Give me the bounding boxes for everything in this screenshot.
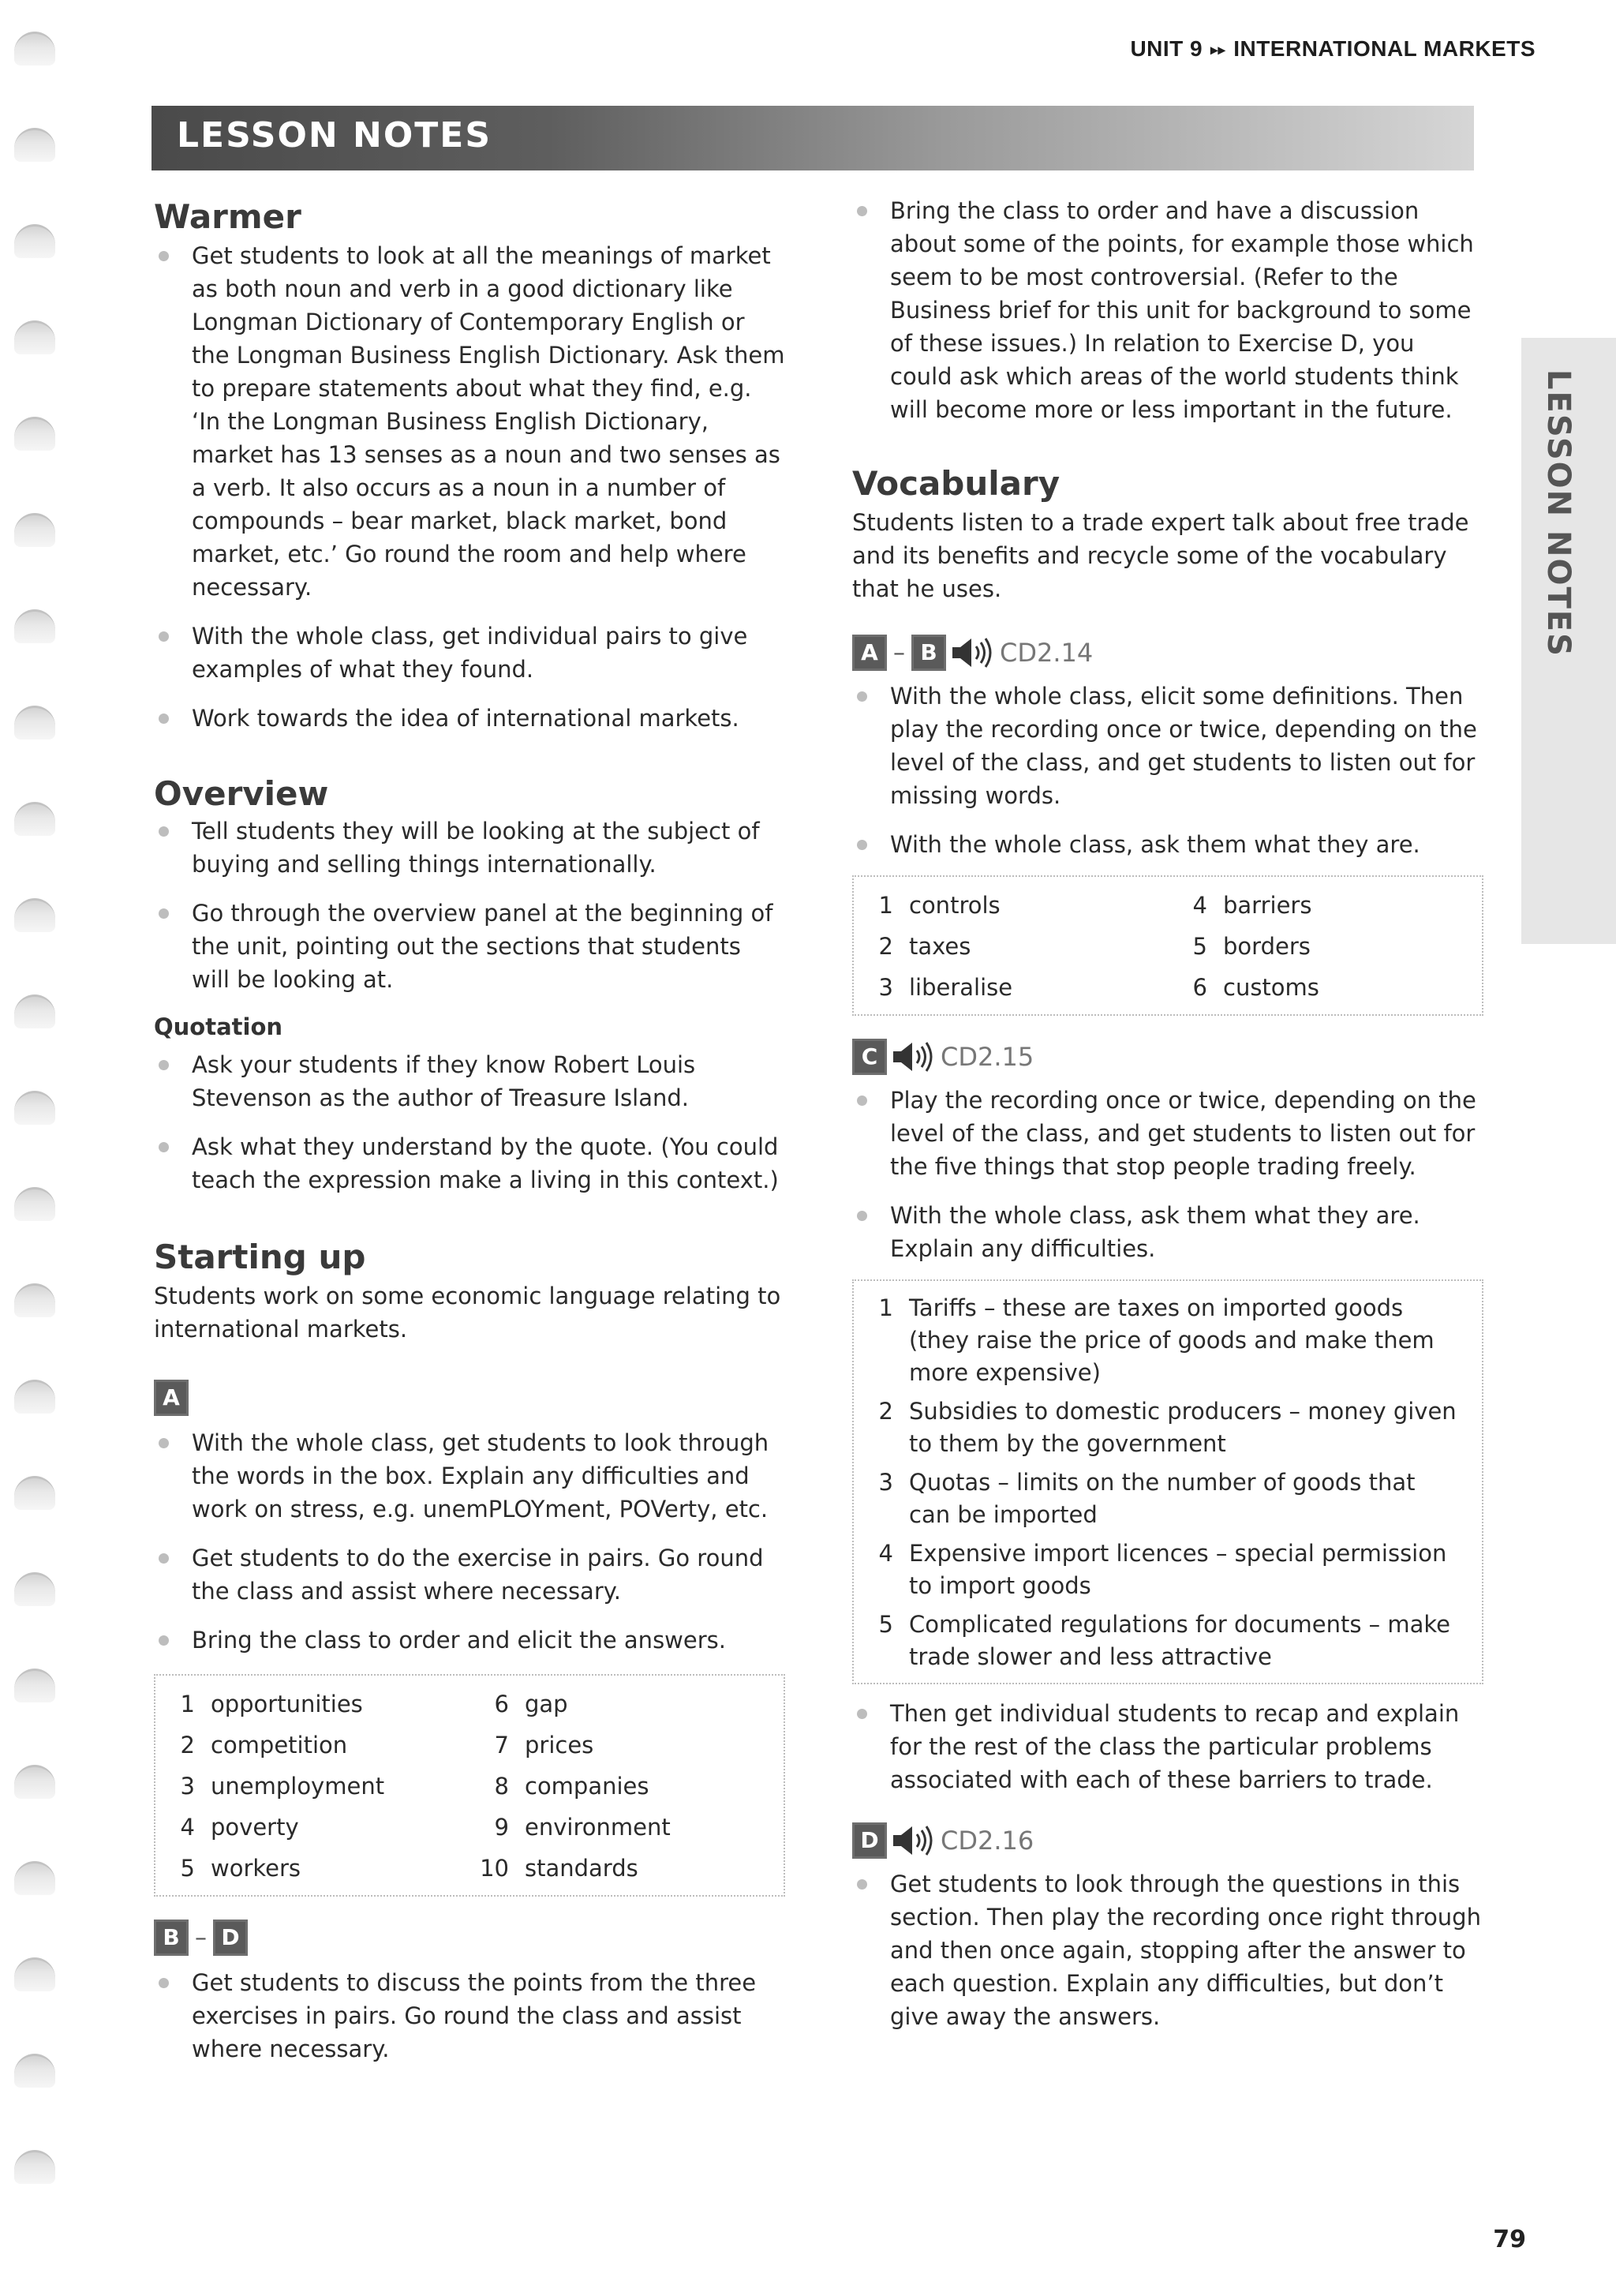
binding-ring: [14, 1091, 55, 1125]
list-item: Bring the class to order and elicit the answers.: [154, 1624, 785, 1657]
answer-item: [854, 1534, 1482, 1605]
answer-item: [155, 1684, 469, 1725]
exercise-badge-c: C: [852, 1039, 887, 1075]
answer-key-box: [852, 875, 1483, 1016]
answer-item: [854, 1392, 1482, 1463]
answer-item: [854, 967, 1168, 1008]
answer-number: 4: [1192, 892, 1207, 919]
banner-title: LESSON NOTES: [177, 115, 492, 155]
spiral-binding: [14, 32, 62, 2242]
exercise-badge-b: B: [154, 1920, 189, 1956]
overview-section: [154, 774, 785, 1197]
range-dash: –: [893, 639, 905, 667]
answer-item: [854, 1605, 1482, 1676]
answer-number: 6: [494, 1691, 509, 1717]
range-dash: –: [195, 1923, 207, 1952]
list-item: Work towards the idea of international markets.: [154, 702, 785, 735]
answer-number: 1: [878, 892, 893, 919]
answer-column: [1168, 885, 1482, 1008]
answer-item: [155, 1766, 469, 1807]
answer-item: [469, 1848, 784, 1889]
left-column: [154, 189, 785, 2066]
binding-ring: [14, 994, 55, 1028]
answer-text: standards: [525, 1855, 638, 1882]
list-item: With the whole class, ask them what they are. Explain any difficulties.: [852, 1199, 1483, 1265]
list-item: Get students to do the exercise in pairs. Go round the class and assist where necessary.: [154, 1541, 785, 1608]
warmer-section: [154, 197, 785, 735]
list-item: Bring the class to order and have a discussion about some of the points, for example those which seem to be most controversial. (Refer to the Business brief for this unit for background to some of these issues.) In relation to Exercise D, you could ask which areas of the world students think will become more or less important in the future.: [852, 194, 1483, 426]
answer-text: liberalise: [909, 974, 1013, 1001]
list-item: With the whole class, get students to look through the words in the box. Explain any difficulties and work on stress, e.g. unemPLOYment, POVerty, etc.: [154, 1426, 785, 1526]
binding-ring: [14, 224, 55, 258]
side-tab: [1521, 338, 1616, 944]
audio-speaker-icon: [892, 1823, 937, 1858]
overview-bullets: [154, 815, 785, 996]
exercise-b-d-bullets: [154, 1966, 785, 2066]
unit-title: INTERNATIONAL MARKETS: [1233, 36, 1536, 61]
answer-column: [155, 1684, 469, 1889]
binding-ring: [14, 128, 55, 162]
answer-number: 2: [878, 933, 893, 960]
answer-item: [469, 1766, 784, 1807]
exercise-badge-d: D: [213, 1920, 248, 1956]
answer-text: taxes: [909, 933, 971, 960]
answer-text: Complicated regulations for documents – make trade slower and less attractive: [909, 1611, 1451, 1670]
answer-number: 5: [878, 1611, 893, 1638]
section-intro: Students work on some economic language relating to international markets.: [154, 1283, 781, 1343]
answer-number: 5: [1192, 933, 1207, 960]
binding-ring: [14, 320, 55, 354]
binding-ring: [14, 802, 55, 836]
list-item: Then get individual students to recap and explain for the rest of the class the particular problems associated with each of these barriers to trade.: [852, 1697, 1483, 1796]
subheading-quotation: Quotation: [154, 1013, 283, 1040]
exercise-a-b-header: [852, 632, 1483, 673]
binding-ring: [14, 1765, 55, 1799]
audio-track-label: CD2.16: [941, 1826, 1034, 1856]
answer-text: Tariffs – these are taxes on imported goods (they raise the price of goods and make them more expensive): [909, 1294, 1435, 1386]
binding-ring: [14, 2150, 55, 2184]
answer-number: 2: [878, 1398, 893, 1425]
quotation-bullets: [154, 1048, 785, 1197]
answer-column: [469, 1684, 784, 1889]
binding-ring: [14, 1187, 55, 1221]
exercise-a-header: [154, 1377, 785, 1418]
right-column: [852, 189, 1483, 2033]
answer-text: prices: [525, 1732, 594, 1759]
answer-item: [155, 1725, 469, 1766]
binding-ring: [14, 609, 55, 643]
section-heading-vocabulary: Vocabulary: [852, 464, 1060, 503]
answer-item: [469, 1807, 784, 1848]
exercise-badge-a: A: [154, 1380, 189, 1416]
answer-number: 4: [180, 1814, 195, 1841]
binding-ring: [14, 706, 55, 740]
answer-item: [854, 885, 1168, 926]
audio-track-label: CD2.15: [941, 1042, 1034, 1072]
audio-speaker-icon: [892, 1039, 937, 1074]
answer-item: [1168, 926, 1482, 967]
answer-item: [854, 1289, 1482, 1392]
list-item: Get students to look at all the meanings of market as both noun and verb in a good dictionary like Longman Dictionary of Contemporary English or the Longman Business English Dictionary. Ask them to prepare statements about what they find, e.g. ‘In the Longman Business English Dictionary, market has 13 senses as a noun and two senses as a verb. It also occurs as a noun in a number of compounds – bear market, black market, bond market, etc.’ Go round the room and help where necessary.: [154, 239, 785, 604]
answer-number: 8: [494, 1773, 509, 1800]
list-item: Get students to discuss the points from the three exercises in pairs. Go round the class and assist where necessary.: [154, 1966, 785, 2066]
answer-text: Subsidies to domestic producers – money given to them by the government: [909, 1398, 1457, 1457]
list-item: With the whole class, get individual pairs to give examples of what they found.: [154, 620, 785, 686]
binding-ring: [14, 1380, 55, 1414]
audio-speaker-icon: [951, 635, 997, 670]
exercise-badge-d: D: [852, 1822, 887, 1859]
answer-number: 3: [180, 1773, 195, 1800]
vocabulary-section: [852, 464, 1483, 2033]
binding-ring: [14, 1957, 55, 1991]
answer-text: gap: [525, 1691, 568, 1717]
binding-ring: [14, 2054, 55, 2088]
answer-text: barriers: [1223, 892, 1312, 919]
answer-number: 9: [494, 1814, 509, 1841]
answer-item: [155, 1848, 469, 1889]
exercise-a-bullets: [154, 1426, 785, 1657]
answer-number: 3: [878, 974, 893, 1001]
unit-number: UNIT 9: [1130, 36, 1203, 61]
binding-ring: [14, 1669, 55, 1702]
answer-number: 5: [180, 1855, 195, 1882]
list-item: Ask what they understand by the quote. (You could teach the expression make a living in this context.): [154, 1130, 785, 1197]
answer-text: borders: [1223, 933, 1311, 960]
answer-item: [1168, 967, 1482, 1008]
exercise-c-header: [852, 1036, 1483, 1077]
list-item: Tell students they will be looking at the subject of buying and selling things internationally.: [154, 815, 785, 881]
exercise-d-header: [852, 1820, 1483, 1861]
list-item: Get students to look through the questions in this section. Then play the recording once right through and then once again, stopping after the answer to each question. Explain any difficulties, but don’t give away the answers.: [852, 1867, 1483, 2033]
section-heading-starting-up: Starting up: [154, 1238, 366, 1276]
answer-text: environment: [525, 1814, 671, 1841]
answer-text: poverty: [211, 1814, 299, 1841]
answer-item: [1168, 885, 1482, 926]
answer-number: 1: [180, 1691, 195, 1717]
warmer-bullets: [154, 239, 785, 735]
list-item: Go through the overview panel at the beginning of the unit, pointing out the sections that students will be looking at.: [154, 897, 785, 996]
exercise-badge-a: A: [852, 635, 887, 671]
answer-text: Expensive import licences – special permission to import goods: [909, 1540, 1447, 1599]
answer-item: [469, 1684, 784, 1725]
exercise-c-bullets: [852, 1084, 1483, 1265]
section-heading-warmer: Warmer: [154, 197, 301, 236]
exercise-c-after-bullets: [852, 1697, 1483, 1796]
answer-number: 7: [494, 1732, 509, 1759]
starting-up-section: [154, 1238, 785, 2066]
answer-item: [469, 1725, 784, 1766]
answer-text: companies: [525, 1773, 649, 1800]
page-number: 79: [1493, 2226, 1526, 2253]
lesson-notes-banner: [152, 106, 1474, 170]
double-arrow-icon: ▸▸: [1210, 42, 1226, 58]
exercise-d-bullets: [852, 1867, 1483, 2033]
running-head: [1130, 36, 1536, 62]
list-item: Ask your students if they know Robert Louis Stevenson as the author of Treasure Island.: [154, 1048, 785, 1114]
answer-item: [854, 926, 1168, 967]
answer-text: customs: [1223, 974, 1319, 1001]
answer-item: [854, 1463, 1482, 1534]
side-tab-label: LESSON NOTES: [1540, 369, 1577, 657]
answer-text: workers: [211, 1855, 301, 1882]
answer-text: Quotas – limits on the number of goods that can be imported: [909, 1469, 1416, 1528]
answer-text: controls: [909, 892, 1001, 919]
answer-item: [155, 1807, 469, 1848]
answer-number: 2: [180, 1732, 195, 1759]
audio-track-label: CD2.14: [1000, 638, 1094, 668]
answer-column: [854, 885, 1168, 1008]
answer-text: competition: [211, 1732, 348, 1759]
answer-number: 1: [878, 1294, 893, 1321]
answer-number: 3: [878, 1469, 893, 1496]
answer-text: opportunities: [211, 1691, 363, 1717]
exercise-b-d-header: [154, 1917, 785, 1958]
answer-key-box: [154, 1674, 785, 1897]
list-item: With the whole class, ask them what they are.: [852, 828, 1483, 861]
binding-ring: [14, 417, 55, 451]
binding-ring: [14, 1476, 55, 1510]
binding-ring: [14, 32, 55, 66]
exercise-a-b-bullets: [852, 680, 1483, 861]
section-intro: Students listen to a trade expert talk about free trade and its benefits and recycle some of the vocabulary that he uses.: [852, 509, 1469, 602]
answer-number: 4: [878, 1540, 893, 1567]
binding-ring: [14, 513, 55, 547]
binding-ring: [14, 1572, 55, 1606]
binding-ring: [14, 1861, 55, 1895]
list-item: Play the recording once or twice, depending on the level of the class, and get students to listen out for the five things that stop people trading freely.: [852, 1084, 1483, 1183]
continued-bullets: [852, 194, 1483, 426]
section-heading-overview: Overview: [154, 774, 329, 813]
exercise-badge-b: B: [911, 635, 946, 671]
list-item: With the whole class, elicit some definitions. Then play the recording once or twice, depending on the level of the class, and get students to listen out for missing words.: [852, 680, 1483, 812]
answer-text: unemployment: [211, 1773, 385, 1800]
answer-number: 10: [480, 1855, 509, 1882]
answer-number: 6: [1192, 974, 1207, 1001]
binding-ring: [14, 1283, 55, 1317]
answer-key-box: [852, 1279, 1483, 1684]
binding-ring: [14, 898, 55, 932]
